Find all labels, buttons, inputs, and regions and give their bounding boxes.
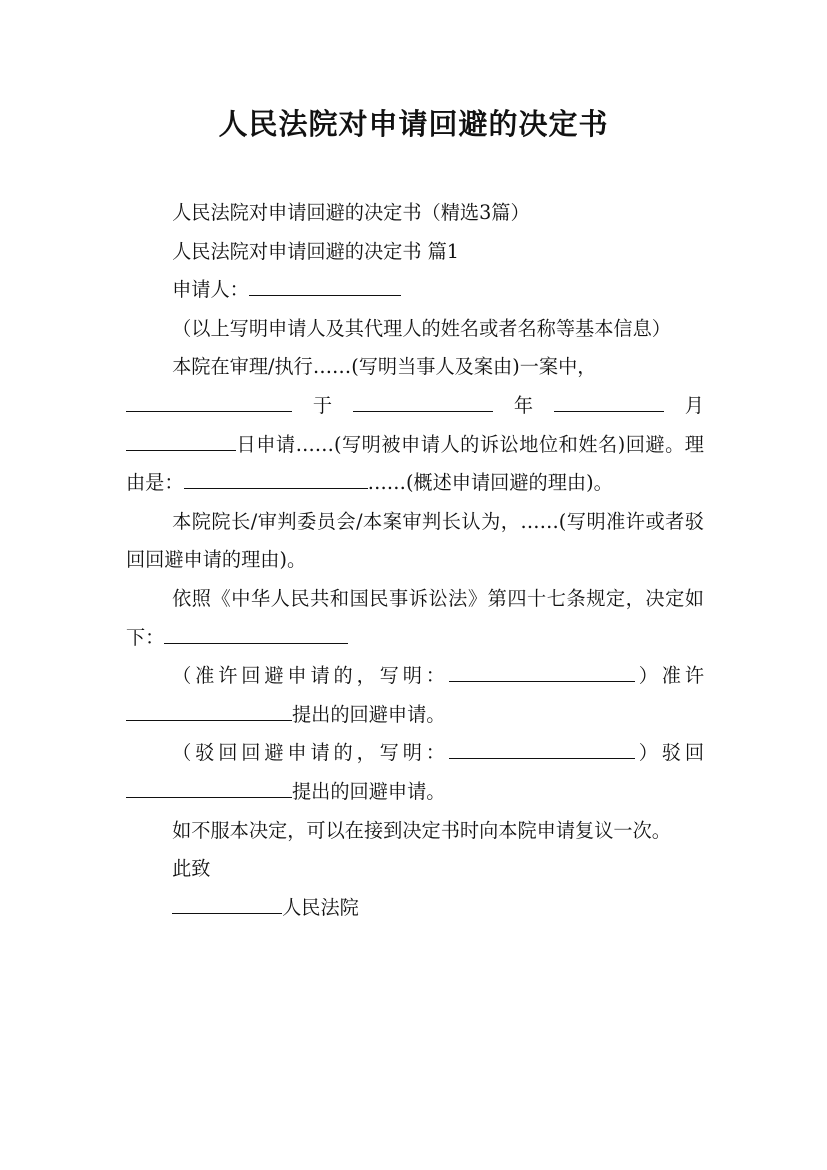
approve-end: 提出的回避申请。 (292, 702, 446, 726)
applicant-label: 申请人： (172, 278, 249, 302)
para3 (126, 580, 704, 657)
year-blank (353, 392, 493, 412)
article-heading: 人民法院对申请回避的决定书 篇1 (172, 239, 460, 263)
para1-end: ……(概述申请回避的理由)。 (367, 471, 613, 495)
reject-end: 提出的回避申请。 (292, 779, 446, 803)
date-yue: 月 (684, 393, 704, 417)
day-blank (126, 430, 236, 450)
reject-start: （驳回回避申请的，写明： (172, 741, 449, 765)
approve-name-blank (126, 701, 292, 721)
para1-rest (126, 426, 704, 503)
applicant-name-blank (126, 392, 292, 412)
document-body (126, 194, 704, 927)
date-line (126, 387, 704, 426)
subtitle: 人民法院对申请回避的决定书（精选3篇） (172, 201, 530, 224)
court-suffix: 人民法院 (282, 895, 359, 919)
document-title: 人民法院对申请回避的决定书 (218, 107, 609, 141)
reject-line (126, 734, 704, 811)
decision-blank (164, 623, 348, 643)
applicant-line (126, 271, 704, 310)
reject-blank (449, 739, 635, 759)
reject-name-blank (126, 778, 292, 798)
date-yu: 于 (312, 393, 333, 417)
court-blank (172, 894, 282, 914)
approve-blank (449, 662, 635, 682)
applicant-note: （以上写明申请人及其代理人的姓名或者名称等基本信息） (172, 316, 671, 340)
salutation: 此致 (172, 857, 211, 881)
approve-line (126, 657, 704, 734)
date-nian: 年 (513, 393, 533, 417)
court-line (126, 889, 704, 928)
approve-start: （准许回避申请的，写明： (172, 664, 449, 688)
para3-text: 依照《中华人民共和国民事诉讼法》第四十七条规定，决定如下： (126, 586, 704, 649)
month-blank (554, 392, 664, 412)
reject-mid: ）驳回 (634, 741, 705, 765)
para1-mid: 日申请……(写明被申请人的诉讼地位和姓名)回避。理由是： (126, 432, 704, 495)
reconsider-note: 如不服本决定，可以在接到决定书时向本院申请复议一次。 (172, 818, 671, 842)
para2: 本院院长/审判委员会/本案审判长认为，……(写明准许或者驳回回避申请的理由)。 (126, 509, 704, 572)
applicant-blank (249, 276, 401, 296)
reason-blank (184, 469, 368, 489)
approve-mid: ）准许 (634, 664, 705, 688)
para1-start: 本院在审理/执行……(写明当事人及案由)一案中， (172, 355, 597, 379)
